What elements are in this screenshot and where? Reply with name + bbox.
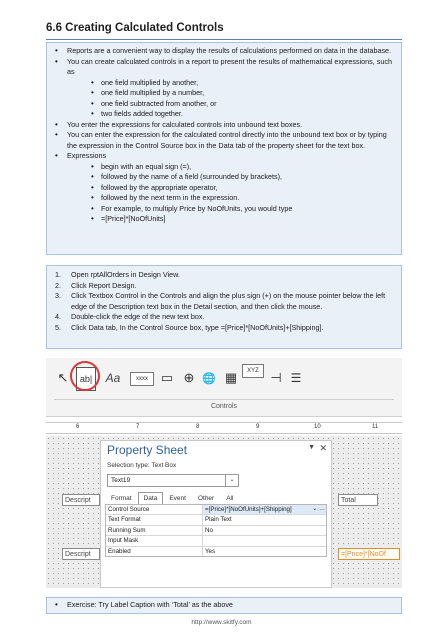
- property-row[interactable]: [106, 515, 326, 525]
- tab-other[interactable]: Other: [197, 495, 215, 502]
- control-selector-combo[interactable]: [107, 474, 239, 487]
- section-title: 6.6 Creating Calculated Controls: [46, 22, 224, 34]
- property-row[interactable]: [106, 536, 326, 546]
- hyperlink-control-icon[interactable]: ⊕: [183, 370, 195, 385]
- tab-data[interactable]: Data: [138, 492, 164, 505]
- step-item: 2. Click Report Design.: [55, 280, 137, 290]
- tab-event[interactable]: Event: [169, 495, 186, 502]
- builder-icon[interactable]: ⌄ …: [312, 506, 325, 512]
- property-row[interactable]: [106, 526, 326, 536]
- ruler-mark: 7: [136, 424, 140, 430]
- property-value[interactable]: Plain Text: [205, 516, 232, 524]
- combo-value: Text19: [111, 477, 131, 484]
- ruler-mark: 6: [76, 424, 80, 430]
- web-browser-control-icon[interactable]: 🌐: [202, 372, 216, 385]
- controls-group-label: Controls: [210, 403, 238, 410]
- label-control-icon[interactable]: Aa: [105, 371, 121, 385]
- ribbon-separator: [54, 399, 394, 400]
- property-name: Control Source: [106, 505, 203, 514]
- ruler-mark: 8: [196, 424, 200, 430]
- select-pointer-icon[interactable]: ↖: [57, 370, 69, 385]
- description-textbox-detail[interactable]: Descript: [62, 548, 100, 560]
- sub-bullet: • For example, to multiply Price by NoOfUnits, you would type: [67, 204, 395, 215]
- ruler-mark: 10: [314, 424, 321, 430]
- step-item: 3. Click Textbox Control in the Controls and align the plus sign (+) on the mouse pointer below the left edge of the Description text box in the Detail section, and then click the mouse.: [55, 291, 386, 311]
- option-group-icon[interactable]: XYZ: [242, 364, 264, 378]
- highlight-circle: [70, 361, 100, 391]
- sub-bullet: • one field multiplied by another,: [67, 78, 395, 89]
- property-row[interactable]: [106, 505, 326, 515]
- note-bullet-4: • You can enter the expression for the calculated control directly into the unbound text box or by typing the expression in the Control Source box in the Data tab of the property sheet for the text box.: [55, 130, 395, 151]
- sub-bullet: • followed by the next term in the expression.: [67, 193, 395, 204]
- exercise-text: • Exercise: Try Label Caption with ‘Total’ as the above: [55, 600, 395, 611]
- sub-bullet: • =[Price]*[NoOfUnits]: [67, 214, 395, 225]
- sub-bullet: • two fields added together.: [67, 109, 395, 120]
- toggle-button-icon[interactable]: ☰: [290, 371, 302, 385]
- chevron-down-icon[interactable]: ⌄: [225, 475, 238, 486]
- horizontal-ruler: [46, 422, 402, 434]
- close-icon[interactable]: ✕: [319, 443, 327, 453]
- tab-format[interactable]: Format: [111, 495, 132, 502]
- ribbon-controls-group: [46, 358, 402, 417]
- sub-bullet: • followed by the name of a field (surrounded by brackets),: [67, 172, 395, 183]
- footer-url: http://www.skitfy.com: [191, 619, 252, 626]
- tab-all[interactable]: All: [226, 495, 234, 502]
- textbox-control-icon[interactable]: ab|: [76, 367, 96, 391]
- steps-box: [46, 265, 402, 349]
- sub-bullet: • followed by the appropriate operator,: [67, 183, 395, 194]
- calculated-textbox[interactable]: =[Price]*[NoOf: [338, 548, 400, 560]
- insert-page-break-icon[interactable]: ⊣: [270, 370, 282, 385]
- notes-box: [46, 42, 402, 255]
- note-bullet-1: • Reports are a convenient way to display the results of calculations performed on data in the database.: [55, 46, 395, 57]
- button-control-icon[interactable]: xxxx: [130, 372, 154, 386]
- dropdown-arrow-icon[interactable]: ▼: [308, 444, 315, 451]
- selection-type-label: Selection type: Text Box: [107, 462, 177, 469]
- exercise-box: [46, 597, 402, 614]
- property-row[interactable]: [106, 547, 326, 556]
- navigation-control-icon[interactable]: ▦: [224, 370, 238, 385]
- note-bullet-5: • Expressions • begin with an equal sign (=), • followed by the name of a field (surrounded by brackets), • followed by the appropriate operator, • followed by the next term in the expression. • For example, to multiply Price by NoOfUnits, you would type • =[Price]*[NoOfUnits]: [55, 151, 395, 225]
- note-bullet-2: • You can create calculated controls in a report to present the results of mathematical expressions, such as • one field multiplied by another, • one field multiplied by a number, • one field subtracted from another, or • two fields added together.: [55, 57, 395, 120]
- property-value[interactable]: No: [205, 526, 213, 534]
- sub-bullet: • one field multiplied by a number,: [67, 88, 395, 99]
- control-source-value[interactable]: =[Price]*[NoOfUnits]+[Shipping] ⌄ …: [205, 506, 325, 513]
- property-sheet: [100, 440, 332, 588]
- property-value[interactable]: [203, 536, 326, 545]
- property-value[interactable]: Yes: [205, 547, 216, 555]
- ruler-mark: 11: [372, 424, 379, 430]
- property-name: Text Format: [106, 515, 203, 524]
- step-item: 1. Open rptAllOrders in Design View.: [55, 270, 180, 279]
- sub-bullet: • one field subtracted from another, or: [67, 99, 395, 110]
- step-item: 4. Double-click the edge of the new text box.: [55, 312, 205, 321]
- property-name: Running Sum: [106, 526, 203, 535]
- ruler-mark: 9: [256, 424, 260, 430]
- property-sheet-title: Property Sheet: [107, 443, 188, 457]
- total-label[interactable]: Total: [338, 494, 378, 506]
- note-bullet-3: • You enter the expressions for calculated controls into unbound text boxes.: [55, 120, 395, 131]
- property-name: Input Mask: [106, 536, 203, 545]
- description-textbox[interactable]: Descript: [62, 494, 100, 506]
- step-item: 5. Click Data tab, In the Control Source box, type =[Price]*[NoOfUnits]+[Shipping].: [55, 322, 324, 332]
- sub-bullet: • begin with an equal sign (=),: [67, 162, 395, 173]
- tab-control-icon[interactable]: ▭: [160, 370, 174, 385]
- property-grid: [105, 504, 327, 557]
- title-underline: [46, 39, 402, 40]
- property-name: Enabled: [106, 547, 203, 556]
